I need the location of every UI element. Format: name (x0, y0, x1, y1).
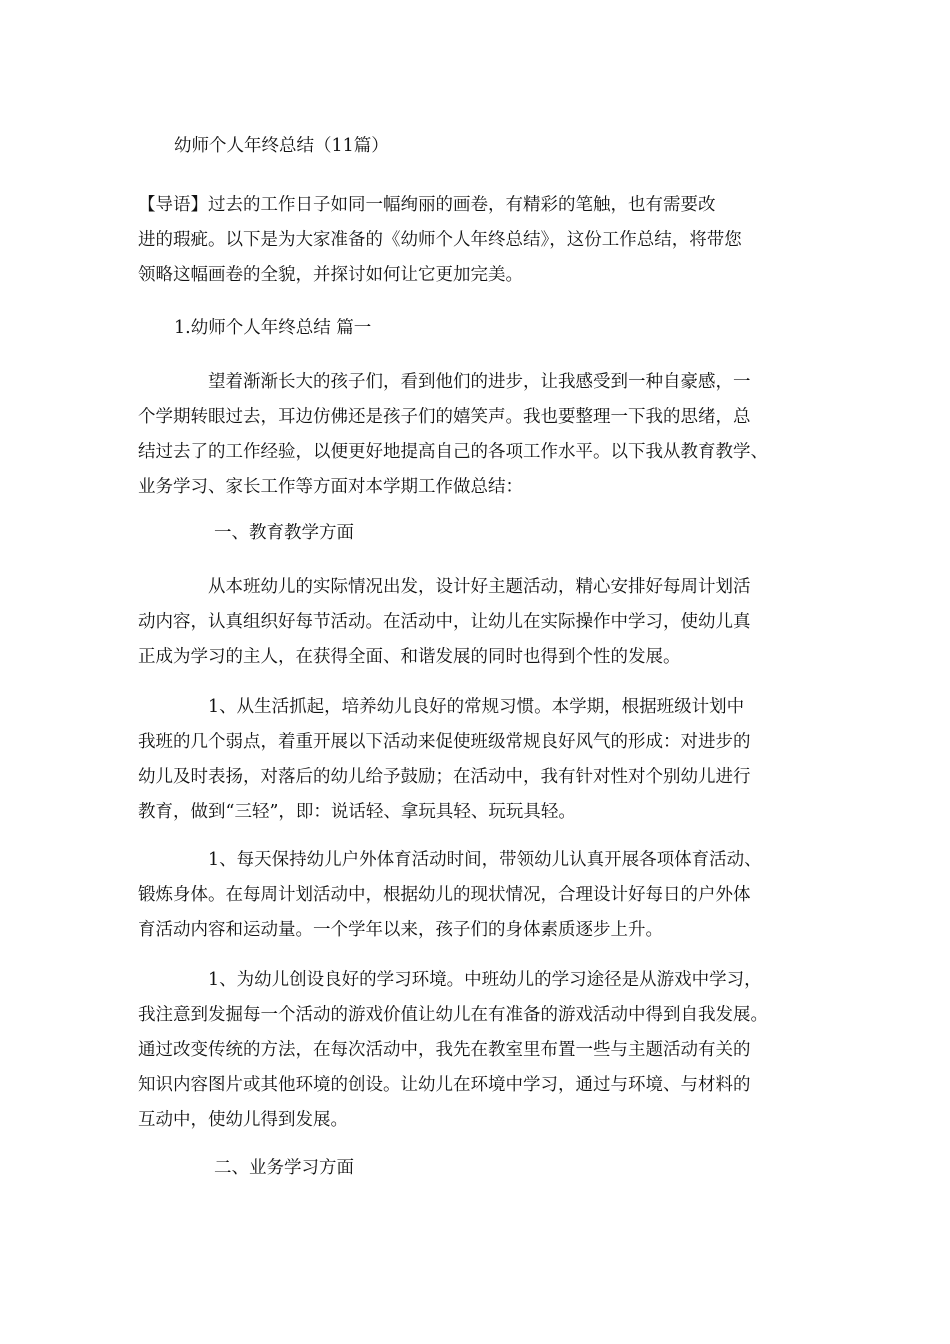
paragraph-line: 我班的几个弱点，着重开展以下活动来促使班级常规良好风气的形成：对进步的 (138, 732, 751, 752)
paragraph-5 (138, 963, 822, 1138)
paragraph-line: 结过去了的工作经验，以便更好地提高自己的各项工作水平。以下我从教育教学、 (138, 442, 768, 462)
paragraph-line: 望着渐渐长大的孩子们，看到他们的进步，让我感受到一种自豪感，一 (138, 372, 751, 392)
paragraph-line: 1、从生活抓起，培养幼儿良好的常规习惯。本学期，根据班级计划中 (138, 697, 745, 717)
intro-line: 领略这幅画卷的全貌，并探讨如何让它更加完美。 (138, 265, 523, 285)
paragraph-line: 教育，做到“三轻”，即：说话轻、拿玩具轻、玩玩具轻。 (138, 802, 576, 822)
heading-education: 一、教育教学方面 (214, 523, 354, 543)
intro-line: 【导语】过去的工作日子如同一幅绚丽的画卷，有精彩的笔触，也有需要改 (138, 195, 716, 215)
heading-study: 二、业务学习方面 (214, 1158, 354, 1178)
paragraph-line: 幼儿及时表扬，对落后的幼儿给予鼓励；在活动中，我有针对性对个别幼儿进行 (138, 767, 751, 787)
paragraph-line: 1、为幼儿创设良好的学习环境。中班幼儿的学习途径是从游戏中学习， (138, 970, 762, 990)
paragraph-1 (138, 365, 822, 505)
document-title: 幼师个人年终总结（11篇） (174, 136, 389, 156)
paragraph-4 (138, 843, 822, 948)
paragraph-line: 我注意到发掘每一个活动的游戏价值让幼儿在有准备的游戏活动中得到自我发展。 (138, 1005, 768, 1025)
paragraph-line: 1、每天保持幼儿户外体育活动时间，带领幼儿认真开展各项体育活动、 (138, 850, 762, 870)
paragraph-line: 从本班幼儿的实际情况出发，设计好主题活动，精心安排好每周计划活 (138, 577, 751, 597)
paragraph-line: 正成为学习的主人，在获得全面、和谐发展的同时也得到个性的发展。 (138, 647, 681, 667)
paragraph-line: 业务学习、家长工作等方面对本学期工作做总结： (138, 477, 523, 497)
paragraph-line: 知识内容图片或其他环境的创设。让幼儿在环境中学习，通过与环境、与材料的 (138, 1075, 751, 1095)
paragraph-line: 个学期转眼过去，耳边仿佛还是孩子们的嬉笑声。我也要整理一下我的思绪，总 (138, 407, 751, 427)
paragraph-line: 锻炼身体。在每周计划活动中，根据幼儿的现状情况，合理设计好每日的户外体 (138, 885, 751, 905)
paragraph-3 (138, 690, 822, 830)
paragraph-line: 通过改变传统的方法，在每次活动中，我先在教室里布置一些与主题活动有关的 (138, 1040, 751, 1060)
intro-line: 进的瑕疵。以下是为大家准备的《幼师个人年终总结》，这份工作总结，将带您 (138, 230, 742, 250)
paragraph-line: 互动中，使幼儿得到发展。 (138, 1110, 348, 1130)
paragraph-line: 育活动内容和运动量。一个学年以来，孩子们的身体素质逐步上升。 (138, 920, 663, 940)
section-title: 1.幼师个人年终总结 篇一 (174, 318, 372, 338)
paragraph-2 (138, 570, 822, 675)
intro-paragraph (138, 188, 822, 293)
paragraph-line: 动内容，认真组织好每节活动。在活动中，让幼儿在实际操作中学习，使幼儿真 (138, 612, 751, 632)
